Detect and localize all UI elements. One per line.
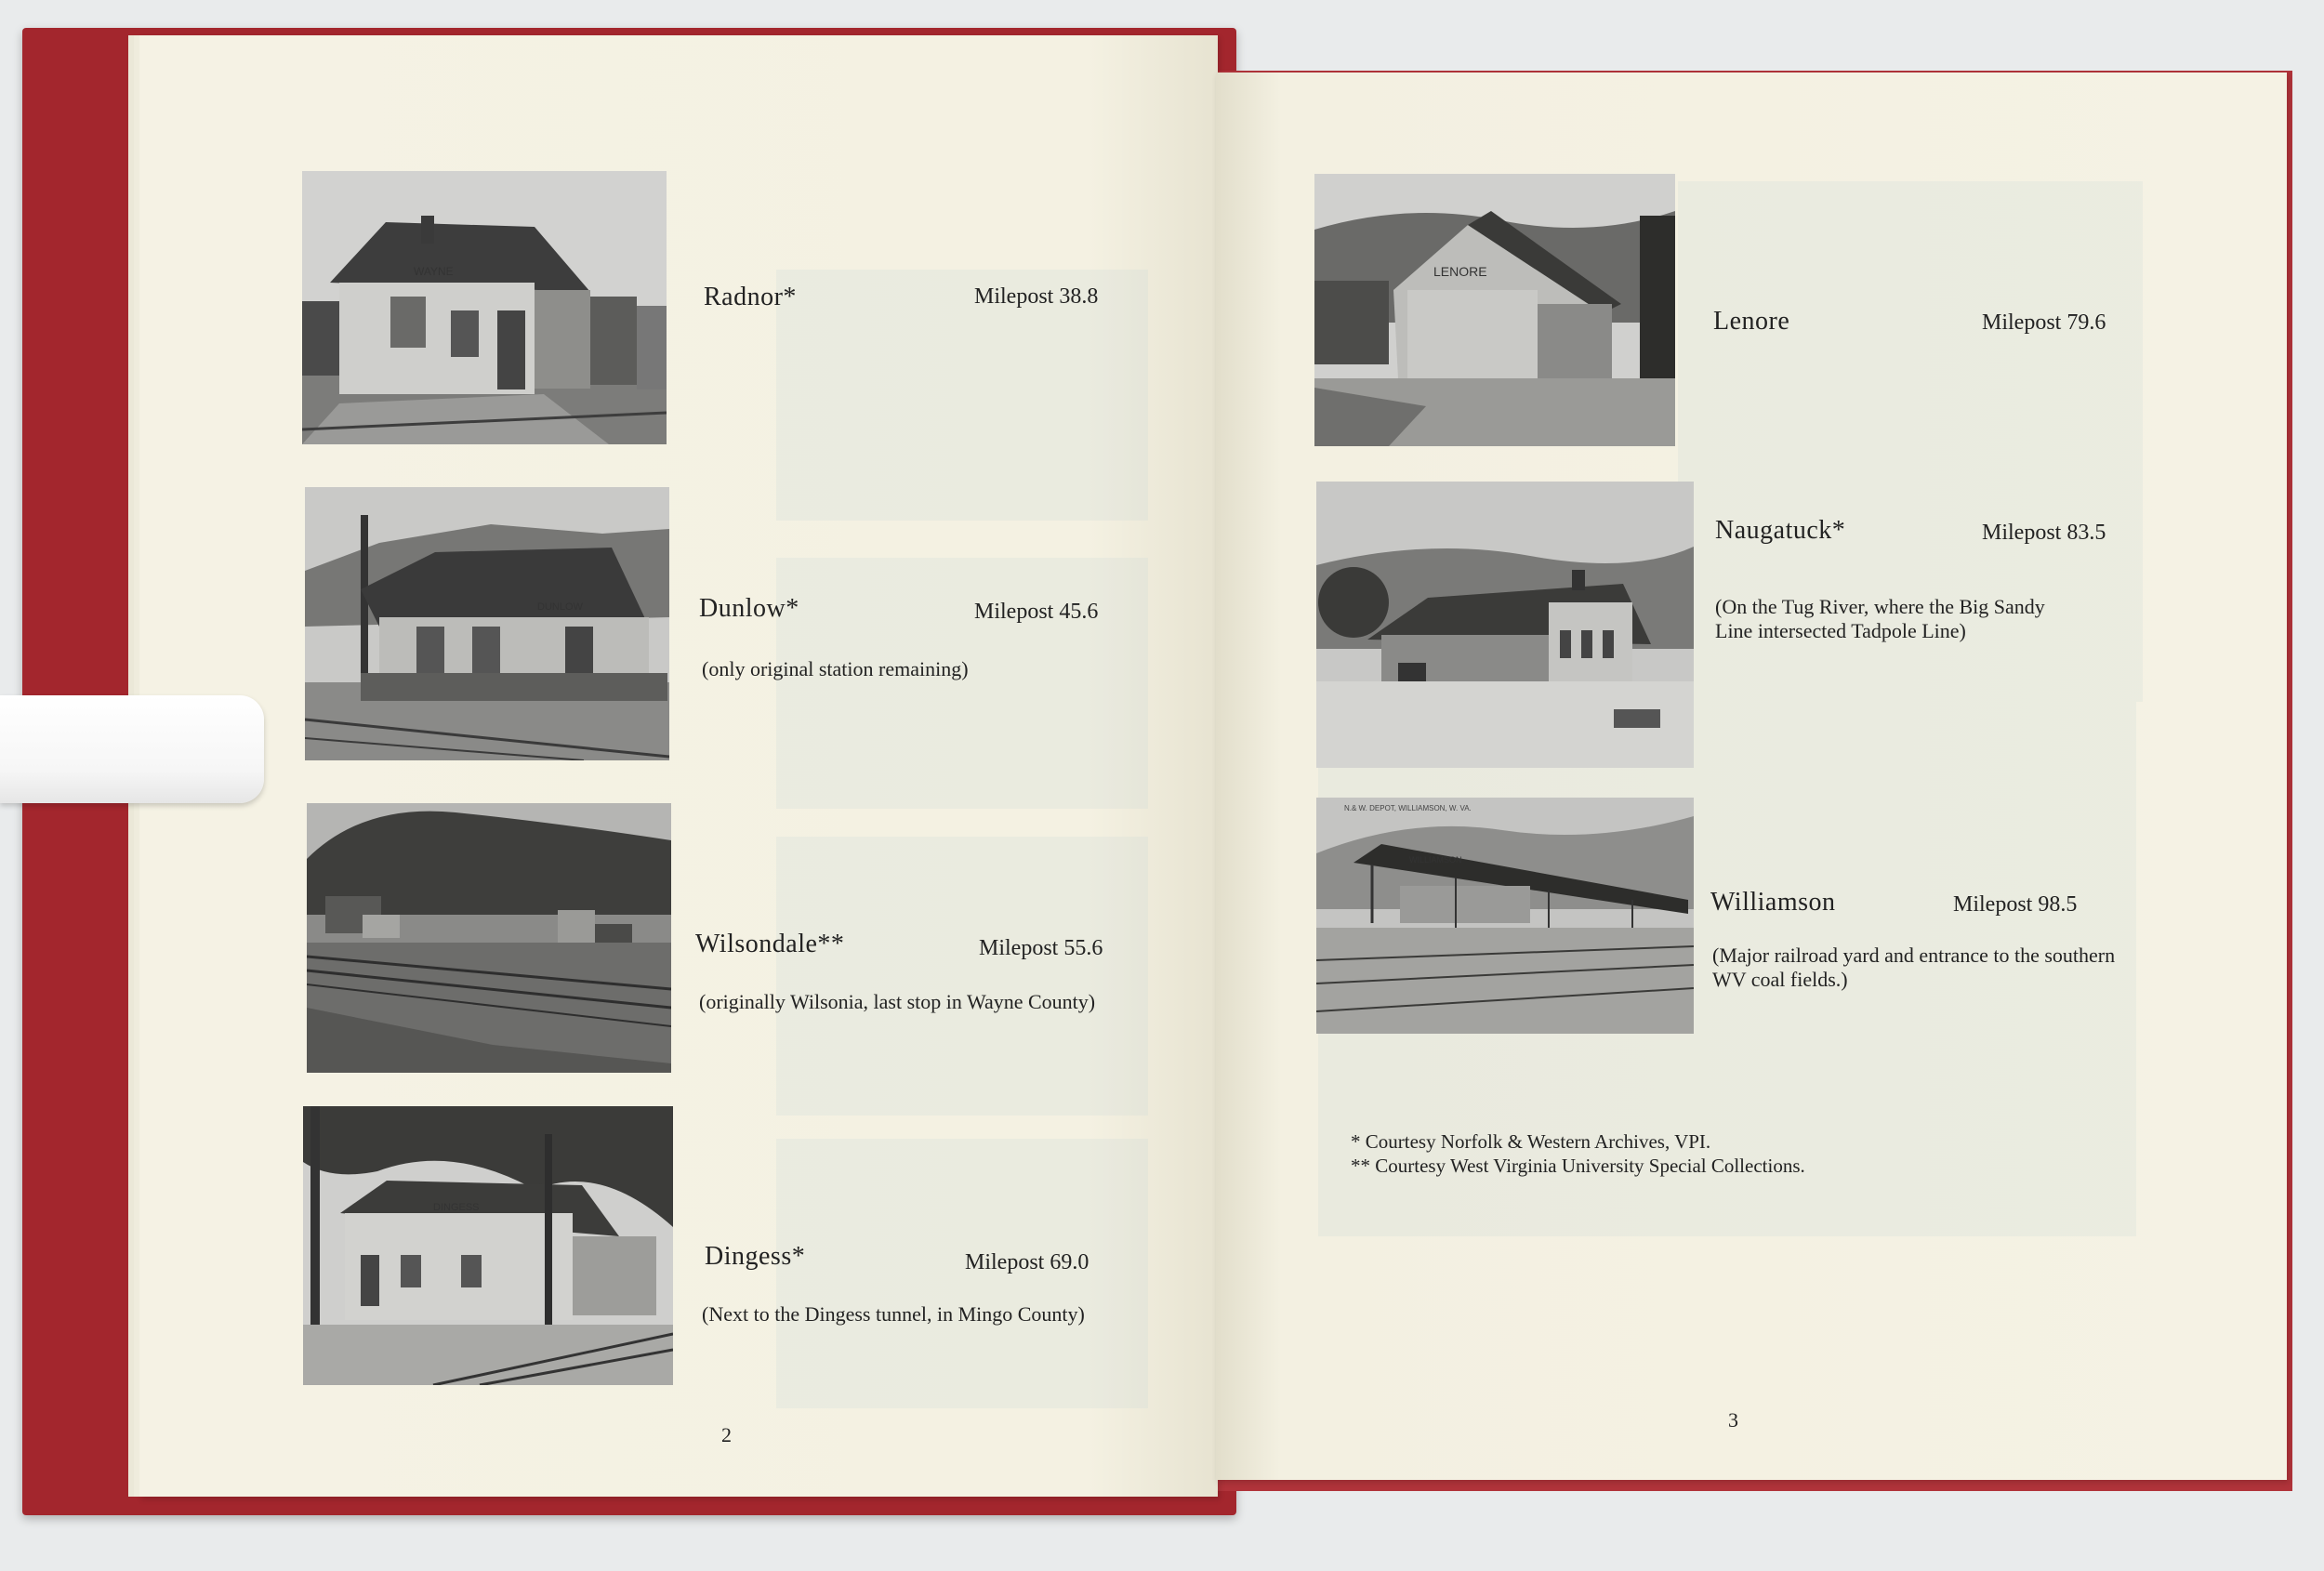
note-naugatuck-line-2: Line intersected Tadpole Line) [1715,619,1966,642]
milepost-radnor: Milepost 38.8 [974,284,1099,309]
show-through-block [776,1139,1148,1408]
show-through-block [776,558,1148,809]
note-williamson [1712,944,2115,992]
station-name-dunlow: Dunlow* [699,594,799,623]
note-naugatuck-line-1: (On the Tug River, where the Big Sandy [1715,595,2045,618]
milepost-williamson: Milepost 98.5 [1953,892,2078,917]
book-stand-clip [0,695,264,803]
photo-sign-radnor: WAYNE [414,265,454,278]
station-name-wilsondale: Wilsondale** [695,930,845,958]
station-photo-williamson [1316,798,1694,1034]
milepost-lenore: Milepost 79.6 [1982,310,2106,335]
page-number-right: 3 [1728,1408,1738,1432]
note-wilsondale: (originally Wilsonia, last stop in Wayne County) [699,990,1096,1013]
note-williamson-line-2: WV coal fields.) [1712,968,1848,991]
page-number-left: 2 [721,1423,732,1446]
note-williamson-line-1: (Major railroad yard and entrance to the southern [1712,944,2116,967]
photo-credits [1351,1129,1805,1178]
note-naugatuck [1715,595,2045,643]
photo-sign-dingess: DINGESS [433,1202,480,1213]
station-photo-radnor [302,171,667,444]
credit-line-2: ** Courtesy West Virginia University Special Collections. [1351,1155,1805,1177]
milepost-dunlow: Milepost 45.6 [974,600,1099,624]
milepost-dingess: Milepost 69.0 [965,1250,1089,1274]
station-name-dingess: Dingess* [705,1242,806,1271]
show-through-block [776,837,1148,1116]
photo-sign-williamson: WILLIAMSON [1409,855,1462,865]
station-name-naugatuck: Naugatuck* [1715,516,1846,545]
credit-line-1: * Courtesy Norfolk & Western Archives, VPI. [1351,1130,1711,1153]
milepost-naugatuck: Milepost 83.5 [1982,521,2106,545]
photo-sign-dunlow: DUNLOW [537,601,583,613]
station-name-radnor: Radnor* [704,283,797,311]
station-photo-naugatuck [1316,482,1694,768]
station-photo-dunlow [305,487,669,760]
station-name-lenore: Lenore [1713,307,1790,336]
station-photo-wilsondale [307,803,671,1073]
photo-caption-williamson: N.& W. DEPOT, WILLIAMSON, W. VA. [1344,804,1472,812]
note-dunlow: (only original station remaining) [702,657,969,680]
note-dingess: (Next to the Dingess tunnel, in Mingo County) [702,1302,1085,1326]
station-name-williamson: Williamson [1710,888,1836,917]
milepost-wilsondale: Milepost 55.6 [979,936,1103,960]
station-photo-lenore [1314,174,1675,446]
station-photo-dingess [303,1106,673,1385]
photo-sign-lenore: LENORE [1433,264,1487,279]
